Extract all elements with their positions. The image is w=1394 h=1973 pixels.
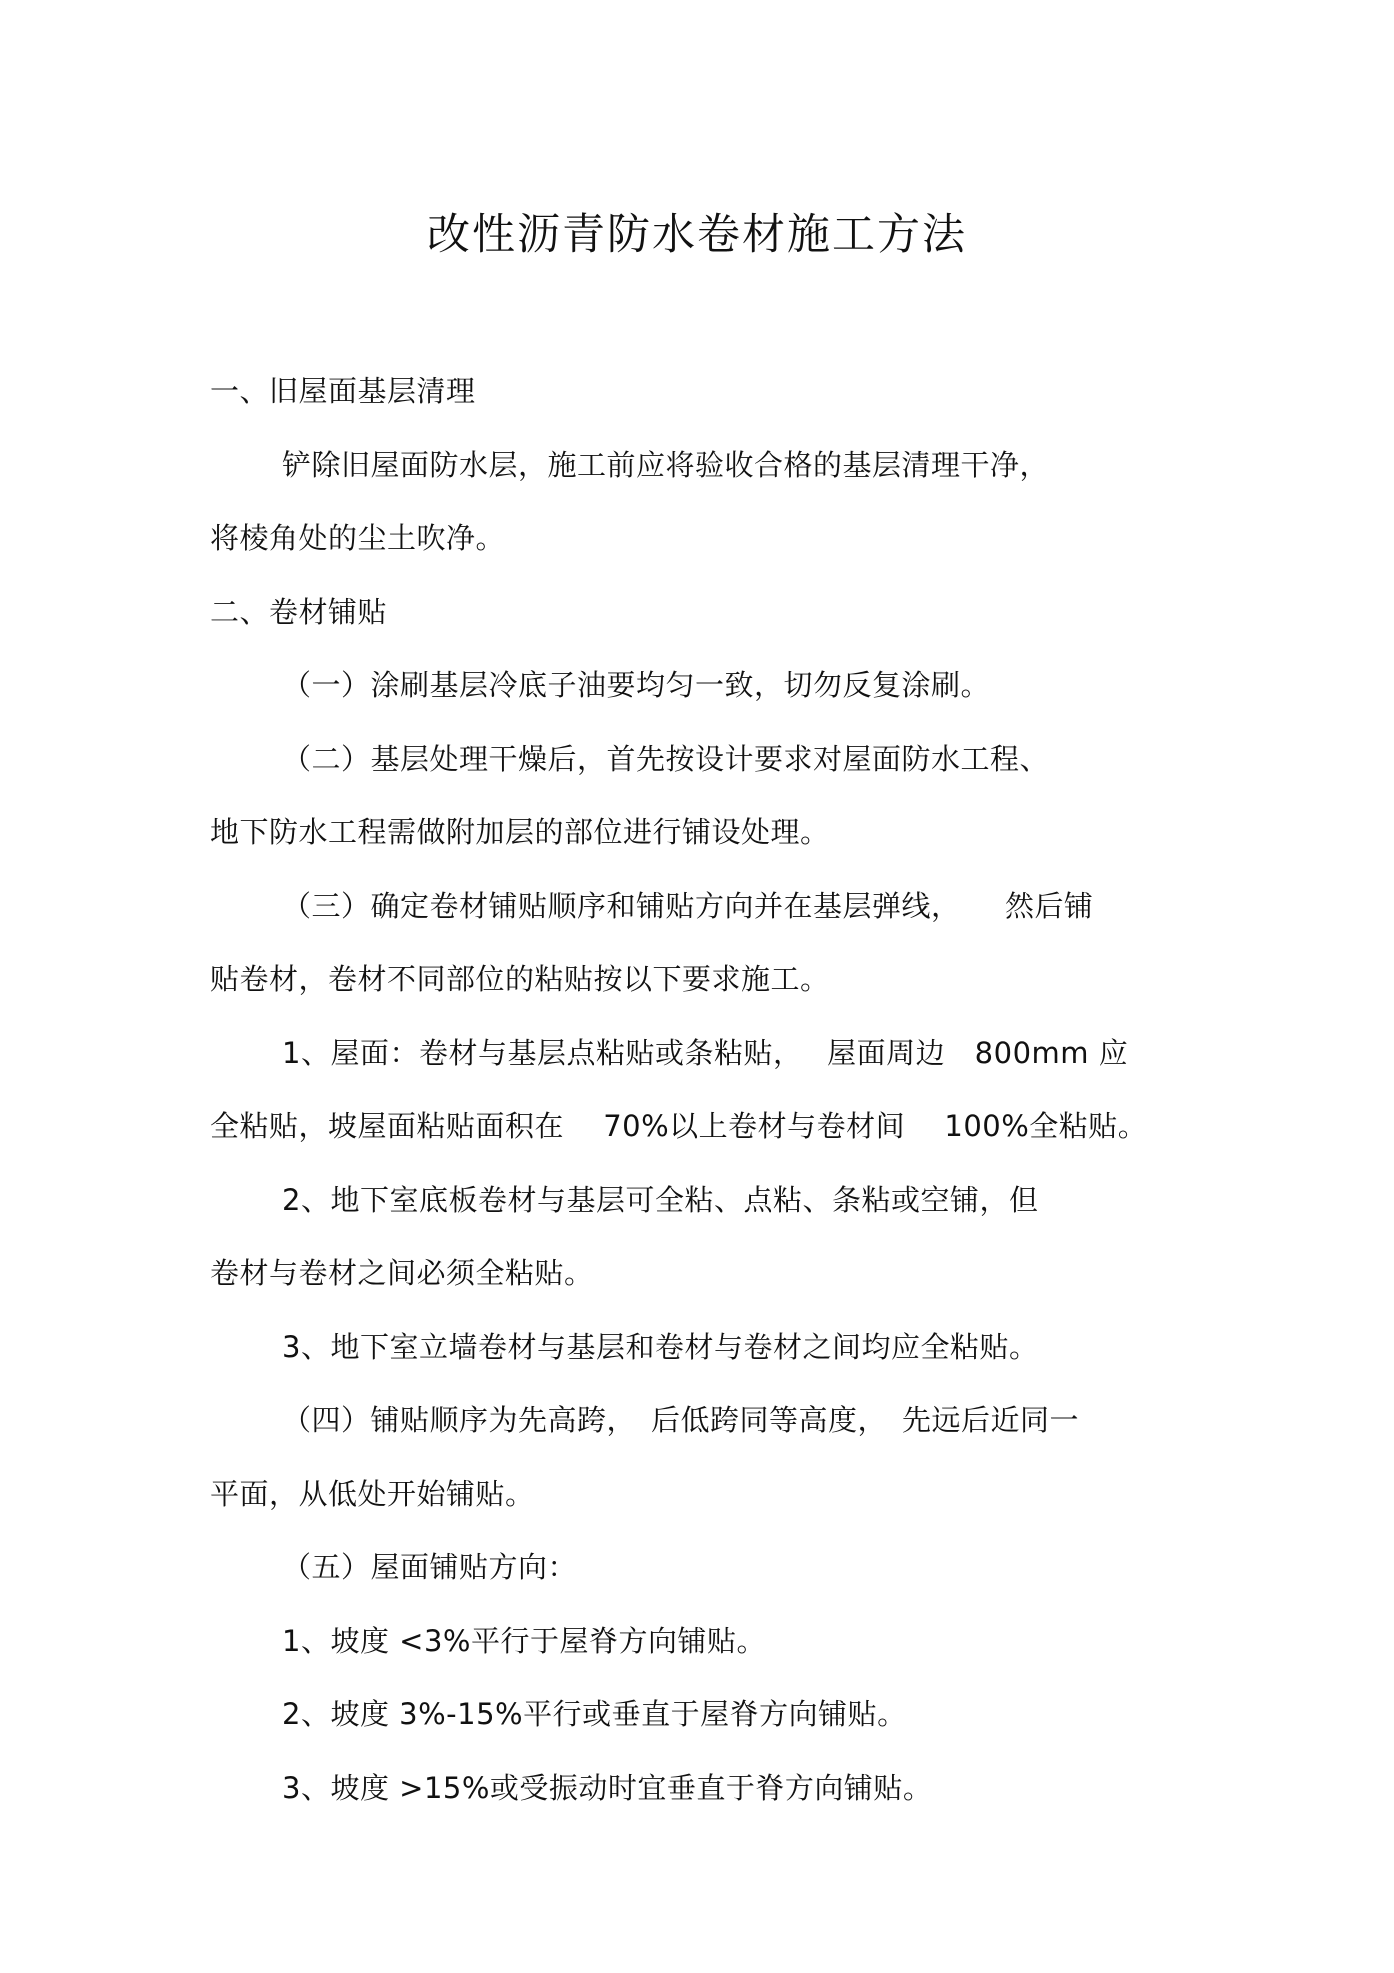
document-title: 改性沥青防水卷材施工方法 (427, 210, 967, 260)
paragraph-line: （二）基层处理干燥后，首先按设计要求对屋面防水工程、 (282, 742, 1050, 776)
paragraph-line: 3、地下室立墙卷材与基层和卷材与卷材之间均应全粘贴。 (282, 1330, 1039, 1364)
section-heading: 二、卷材铺贴 (210, 595, 388, 629)
paragraph-line: 2、坡度 3%-15%平行或垂直于屋脊方向铺贴。 (282, 1697, 907, 1731)
section-heading: 一、旧屋面基层清理 (210, 374, 476, 408)
paragraph-line: 平面，从低处开始铺贴。 (210, 1477, 535, 1511)
paragraph-line: 贴卷材，卷材不同部位的粘贴按以下要求施工。 (210, 962, 830, 996)
paragraph-line: 3、坡度 >15%或受振动时宜垂直于脊方向铺贴。 (282, 1771, 933, 1805)
paragraph-line: 地下防水工程需做附加层的部位进行铺设处理。 (210, 815, 830, 849)
paragraph-line: （五）屋面铺贴方向： (282, 1550, 578, 1584)
paragraph-line: 1、坡度 <3%平行于屋脊方向铺贴。 (282, 1624, 766, 1658)
paragraph-line: 1、屋面：卷材与基层点粘贴或条粘贴， 屋面周边 800mm 应 (282, 1036, 1129, 1070)
paragraph-line: 2、地下室底板卷材与基层可全粘、点粘、条粘或空铺，但 (282, 1183, 1039, 1217)
paragraph-line: （三）确定卷材铺贴顺序和铺贴方向并在基层弹线， 然后铺 (282, 889, 1094, 923)
paragraph-line: 将棱角处的尘土吹净。 (210, 521, 506, 555)
paragraph-line: 卷材与卷材之间必须全粘贴。 (210, 1256, 594, 1290)
paragraph-line: （一）涂刷基层冷底子油要均匀一致，切勿反复涂刷。 (282, 668, 991, 702)
paragraph-line: 全粘贴，坡屋面粘贴面积在 70%以上卷材与卷材间 100%全粘贴。 (210, 1109, 1148, 1143)
paragraph-line: （四）铺贴顺序为先高跨， 后低跨同等高度， 先远后近同一 (282, 1403, 1080, 1437)
paragraph-line: 铲除旧屋面防水层，施工前应将验收合格的基层清理干净， (282, 448, 1050, 482)
